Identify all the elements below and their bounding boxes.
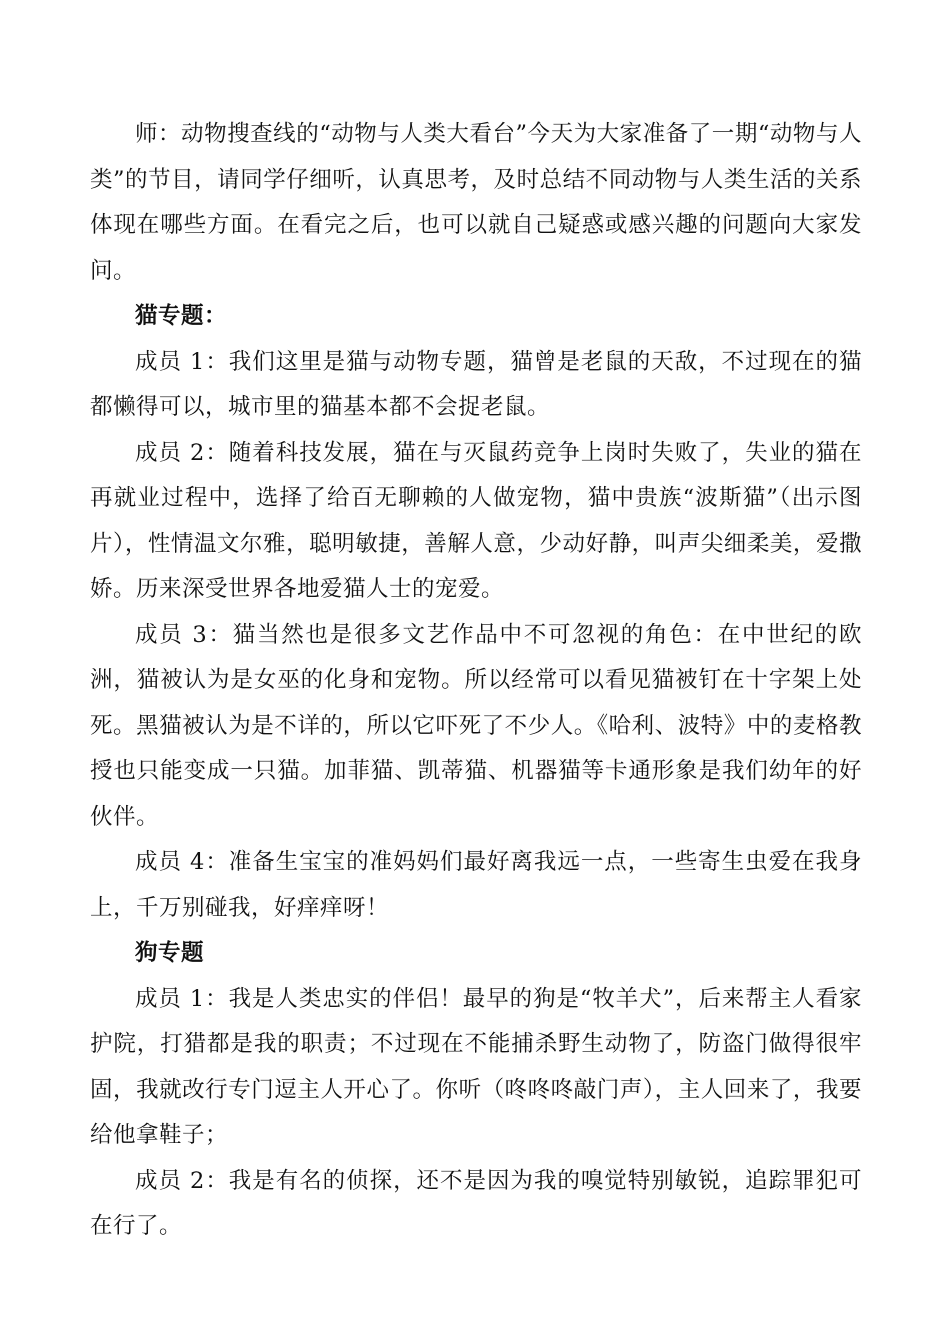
cat-section-heading: 猫专题： <box>135 303 228 329</box>
dog-member-2-paragraph: 成员 2：我是有名的侦探，还不是因为我的嗅觉特别敏锐，追踪罪犯可在行了。 <box>90 1167 862 1239</box>
document-body <box>90 112 862 1250</box>
dog-section-heading: 狗专题 <box>135 940 205 966</box>
cat-member-4-paragraph: 成员 4：准备生宝宝的准妈妈们最好离我远一点，一些寄生虫爱在我身上，千万别碰我，好痒痒呀！ <box>90 849 862 921</box>
cat-member-2-paragraph: 成员 2：随着科技发展，猫在与灭鼠药竞争上岗时失败了，失业的猫在再就业过程中，选择了给百无聊赖的人做宠物，猫中贵族“波斯猫”（出示图片），性情温文尔雅，聪明敏捷，善解人意，少动好静，叫声尖细柔美，爱撒娇。历来深受世界各地爱猫人士的宠爱。 <box>90 439 862 602</box>
dog-member-1-paragraph: 成员 1：我是人类忠实的伴侣！最早的狗是“牧羊犬”，后来帮主人看家护院，打猎都是我的职责；不过现在不能捕杀野生动物了，防盗门做得很牢固，我就改行专门逗主人开心了。你听（咚咚咚敲门声），主人回来了，我要给他拿鞋子； <box>90 985 862 1148</box>
cat-member-3-paragraph: 成员 3：猫当然也是很多文艺作品中不可忽视的角色：在中世纪的欧洲，猫被认为是女巫的化身和宠物。所以经常可以看见猫被钉在十字架上处死。黑猫被认为是不详的，所以它吓死了不少人。《哈利、波特》中的麦格教授也只能变成一只猫。加菲猫、凯蒂猫、机器猫等卡通形象是我们幼年的好伙伴。 <box>90 621 862 830</box>
cat-member-1-paragraph: 成员 1：我们这里是猫与动物专题，猫曾是老鼠的天敌，不过现在的猫都懒得可以，城市里的猫基本都不会捉老鼠。 <box>90 348 862 420</box>
intro-paragraph: 师：动物搜查线的“动物与人类大看台”今天为大家准备了一期“动物与人类”的节目，请同学仔细听，认真思考，及时总结不同动物与人类生活的关系体现在哪些方面。在看完之后，也可以就自己疑惑或感兴趣的问题向大家发问。 <box>90 121 862 284</box>
